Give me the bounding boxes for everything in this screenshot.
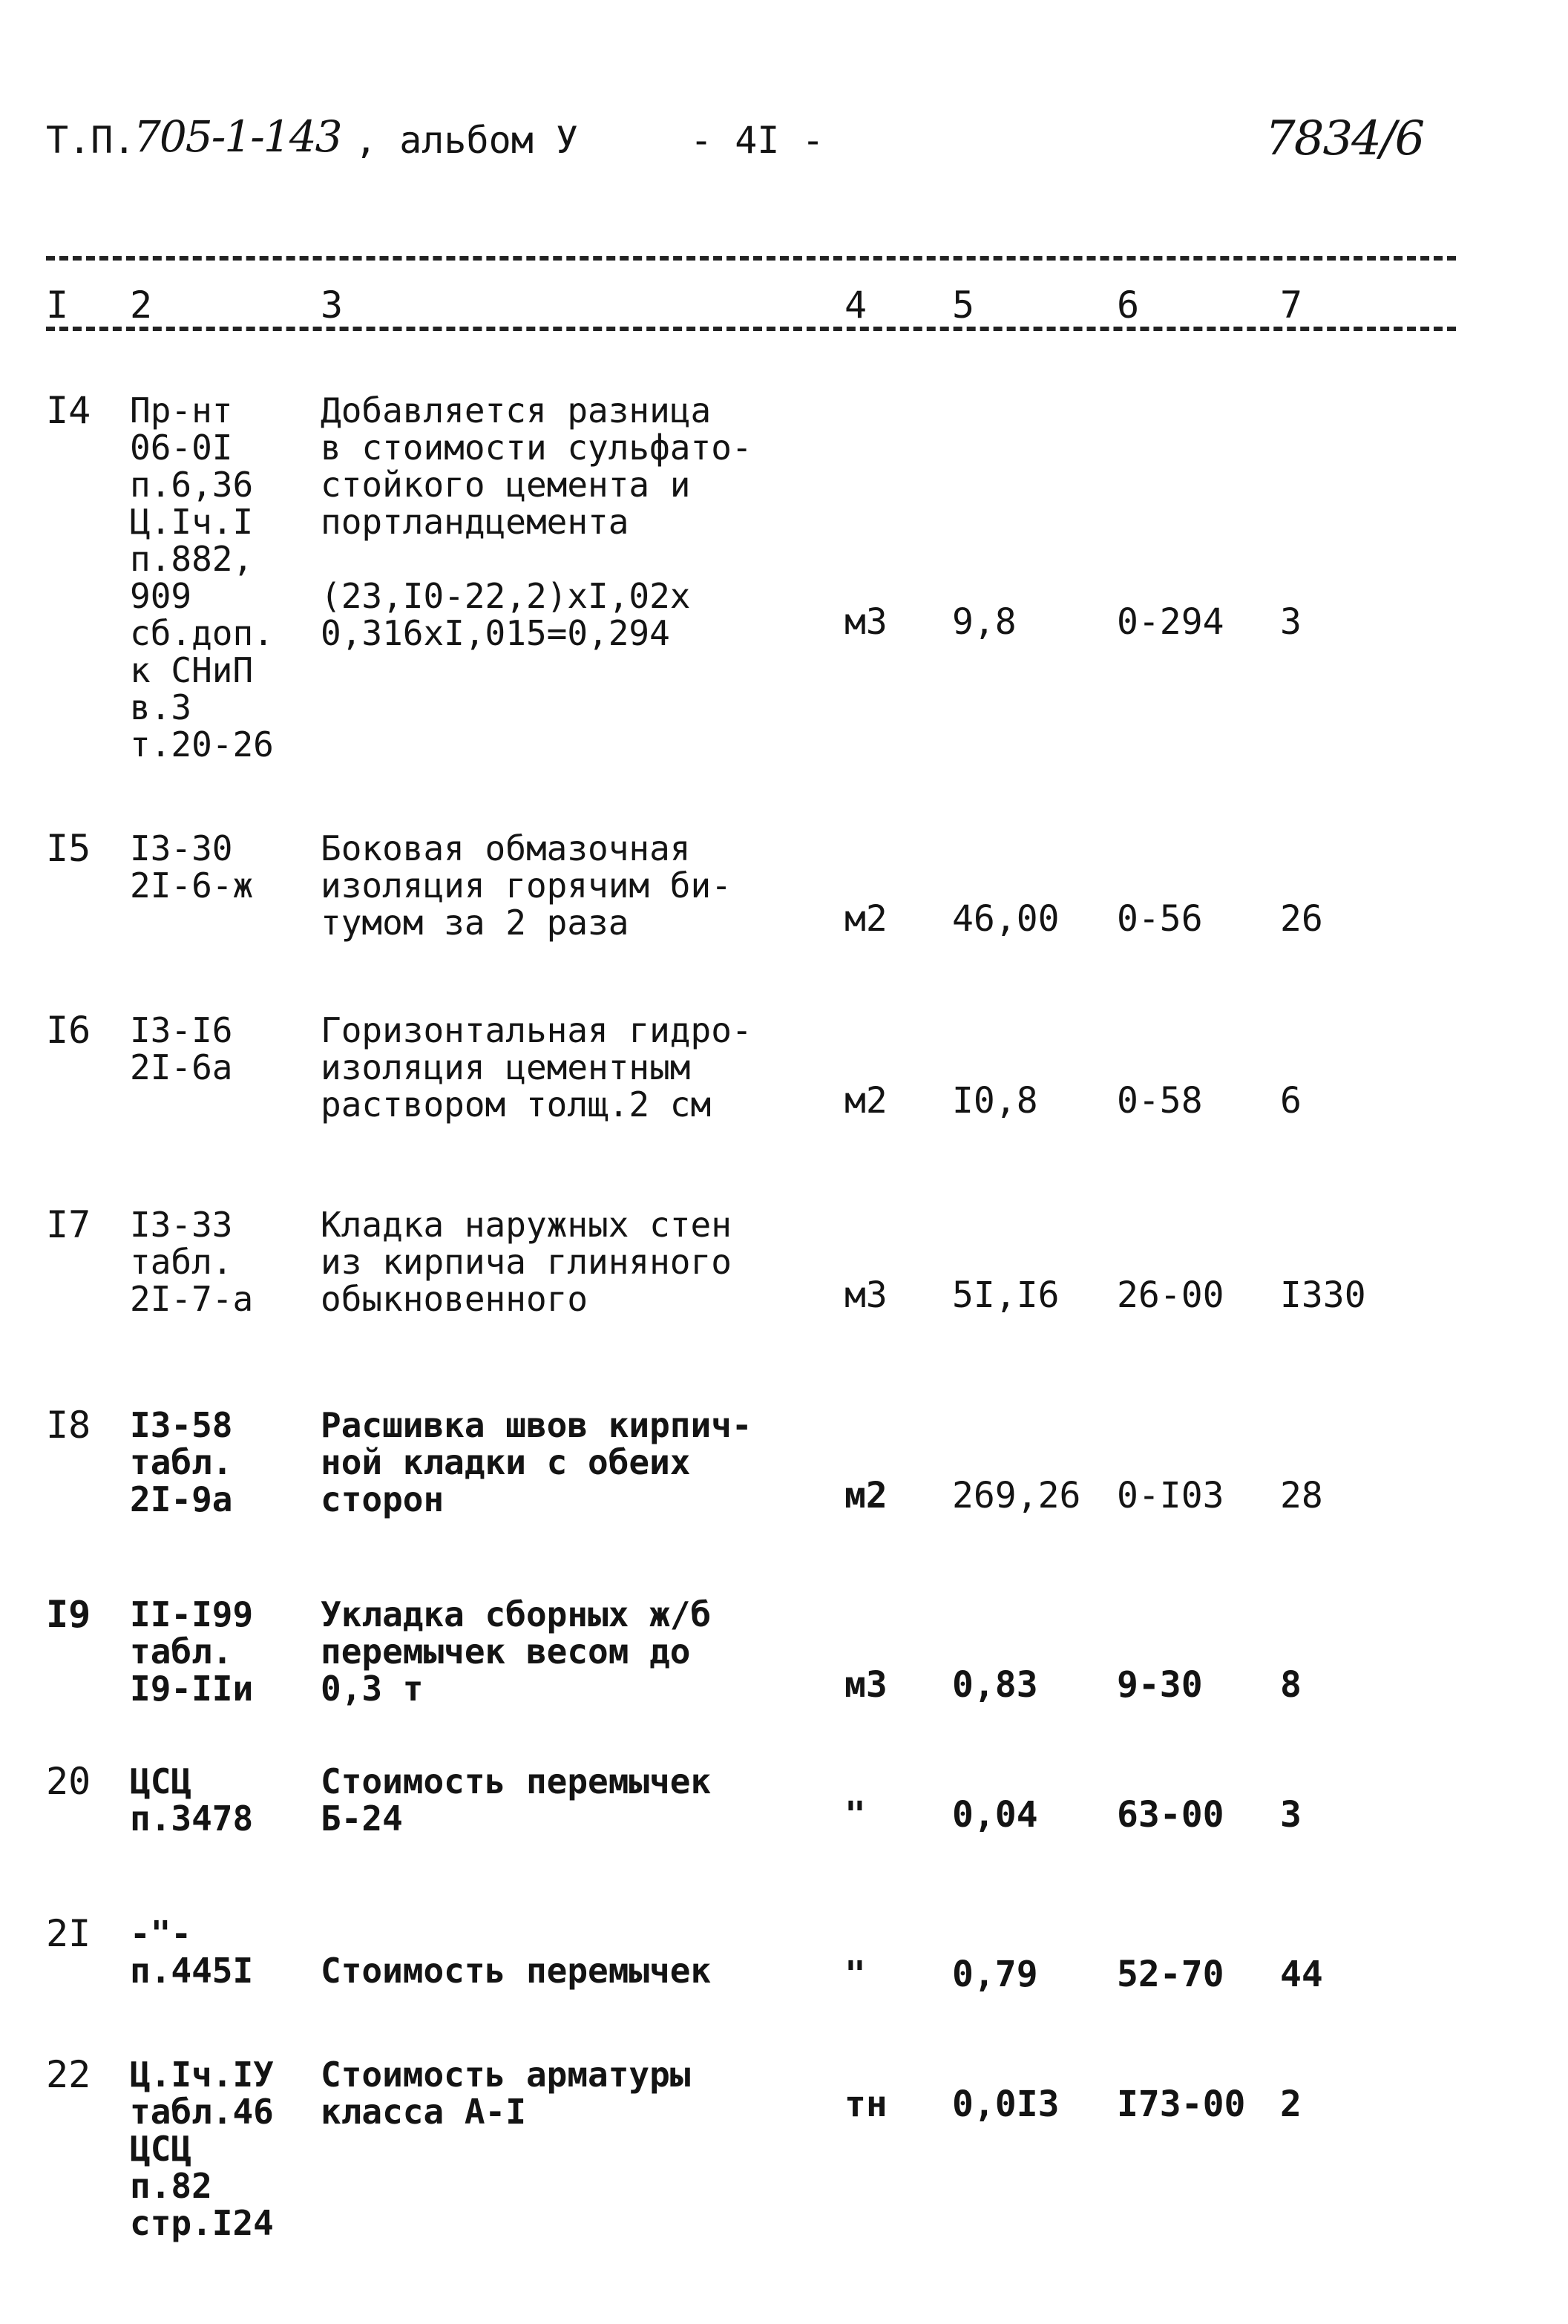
archive-number: 7834/6	[1265, 111, 1424, 166]
row-reference: I3-I6 2I-6а	[130, 1010, 233, 1087]
project-number: 705-1-143	[134, 111, 341, 162]
row-number: I9	[46, 1593, 91, 1636]
row-description: Стоимость арматуры класса А-I	[321, 2055, 691, 2132]
row-reference: I3-58 табл. 2I-9а	[130, 1405, 233, 1519]
row-total: 44	[1280, 1954, 1323, 1995]
table-row-14	[0, 389, 1568, 765]
row-unit: "	[844, 1794, 866, 1836]
row-number: I6	[46, 1009, 91, 1052]
column-header-1: I	[46, 284, 69, 327]
row-number: 2I	[46, 1912, 91, 1955]
column-header-2: 2	[130, 284, 153, 327]
row-number: I8	[46, 1404, 91, 1447]
row-reference: II-I99 табл. I9-IIи	[130, 1594, 254, 1709]
row-number: 22	[46, 2053, 91, 2096]
column-header-5: 5	[952, 284, 975, 327]
row-total: 26	[1280, 898, 1323, 940]
row-unit-price: 0-58	[1117, 1080, 1203, 1122]
table-row-21	[0, 1912, 1568, 1995]
row-number: I4	[46, 389, 91, 432]
row-unit: м3	[844, 1664, 888, 1706]
column-header-4: 4	[844, 284, 867, 327]
row-unit-price: 9-30	[1117, 1664, 1203, 1706]
row-number: I7	[46, 1203, 91, 1246]
row-description: Стоимость перемычек	[321, 1951, 712, 1991]
column-header-6: 6	[1117, 284, 1140, 327]
row-reference: Пр-нт 06-0I п.6,36 Ц.Iч.I п.882, 909 сб.доп. к СНиП в.3 т.20-26	[130, 390, 274, 765]
row-unit: "	[844, 1954, 866, 1995]
table-row-20	[0, 1760, 1568, 1839]
table-row-16	[0, 1009, 1568, 1125]
row-description: Стоимость перемычек Б-24	[321, 1761, 712, 1839]
row-total: I330	[1280, 1274, 1366, 1316]
row-total: 2	[1280, 2084, 1302, 2125]
column-header-3: 3	[321, 284, 344, 327]
row-unit-price: 52-70	[1117, 1954, 1224, 1995]
row-unit-price: 63-00	[1117, 1794, 1224, 1836]
row-description: Расшивка швов кирпич- ной кладки с обеих сторон	[321, 1405, 752, 1519]
table-row-22	[0, 2053, 1568, 2243]
row-reference: I3-30 2I-6-ж	[130, 828, 254, 906]
row-quantity: 5I,I6	[952, 1274, 1060, 1316]
top-dashed-rule	[46, 256, 1456, 261]
row-reference: I3-33 табл. 2I-7-а	[130, 1205, 254, 1319]
row-unit: м3	[844, 1274, 888, 1316]
row-quantity: 0,0I3	[952, 2084, 1060, 2125]
row-number: 20	[46, 1760, 91, 1803]
row-quantity: 9,8	[952, 601, 1017, 643]
header-prefix: Т.П.	[46, 119, 136, 162]
row-number: I5	[46, 827, 91, 870]
row-quantity: I0,8	[952, 1080, 1038, 1122]
row-unit-price: 0-I03	[1117, 1475, 1224, 1516]
row-unit-price: 0-56	[1117, 898, 1203, 940]
row-unit-price: 0-294	[1117, 601, 1224, 643]
row-total: 6	[1280, 1080, 1302, 1122]
row-reference: Ц.Iч.IУ табл.46 ЦСЦ п.82 стр.I24	[130, 2055, 274, 2243]
row-total: 3	[1280, 1794, 1302, 1836]
table-row-18	[0, 1404, 1568, 1519]
row-description: Укладка сборных ж/б перемычек весом до 0,3 т	[321, 1594, 712, 1709]
row-total: 28	[1280, 1475, 1323, 1516]
row-total: 3	[1280, 601, 1302, 643]
table-row-19	[0, 1593, 1568, 1709]
row-description: Горизонтальная гидро- изоляция цементным раствором толщ.2 см	[321, 1010, 752, 1125]
row-unit: тн	[844, 2084, 888, 2125]
row-quantity: 0,04	[952, 1794, 1038, 1836]
header-dashed-rule	[46, 327, 1456, 331]
table-row-15	[0, 827, 1568, 943]
row-unit-price: 26-00	[1117, 1274, 1224, 1316]
row-quantity: 269,26	[952, 1475, 1081, 1516]
row-description: Кладка наружных стен из кирпича глиняного обыкновенного	[321, 1205, 732, 1319]
row-unit: м2	[844, 898, 888, 940]
album-label: , альбом У	[355, 119, 579, 162]
row-reference: -"- п.445I	[130, 1914, 254, 1991]
row-unit: м2	[844, 1080, 888, 1122]
row-reference: ЦСЦ п.3478	[130, 1761, 254, 1839]
row-quantity: 0,79	[952, 1954, 1038, 1995]
row-description: Добавляется разница в стоимости сульфато- стойкого цемента и портландцемента (23,I0-22,2)хI,02х 0,316хI,015=0,294	[321, 390, 752, 653]
row-total: 8	[1280, 1664, 1302, 1706]
row-description: Боковая обмазочная изоляция горячим би- тумом за 2 раза	[321, 828, 732, 943]
row-unit: м3	[844, 601, 888, 643]
row-quantity: 0,83	[952, 1664, 1038, 1706]
table-row-17	[0, 1203, 1568, 1319]
row-unit: м2	[844, 1475, 888, 1516]
row-unit-price: I73-00	[1117, 2084, 1246, 2125]
page-number: - 4I -	[690, 119, 824, 162]
row-quantity: 46,00	[952, 898, 1060, 940]
column-header-7: 7	[1280, 284, 1303, 327]
